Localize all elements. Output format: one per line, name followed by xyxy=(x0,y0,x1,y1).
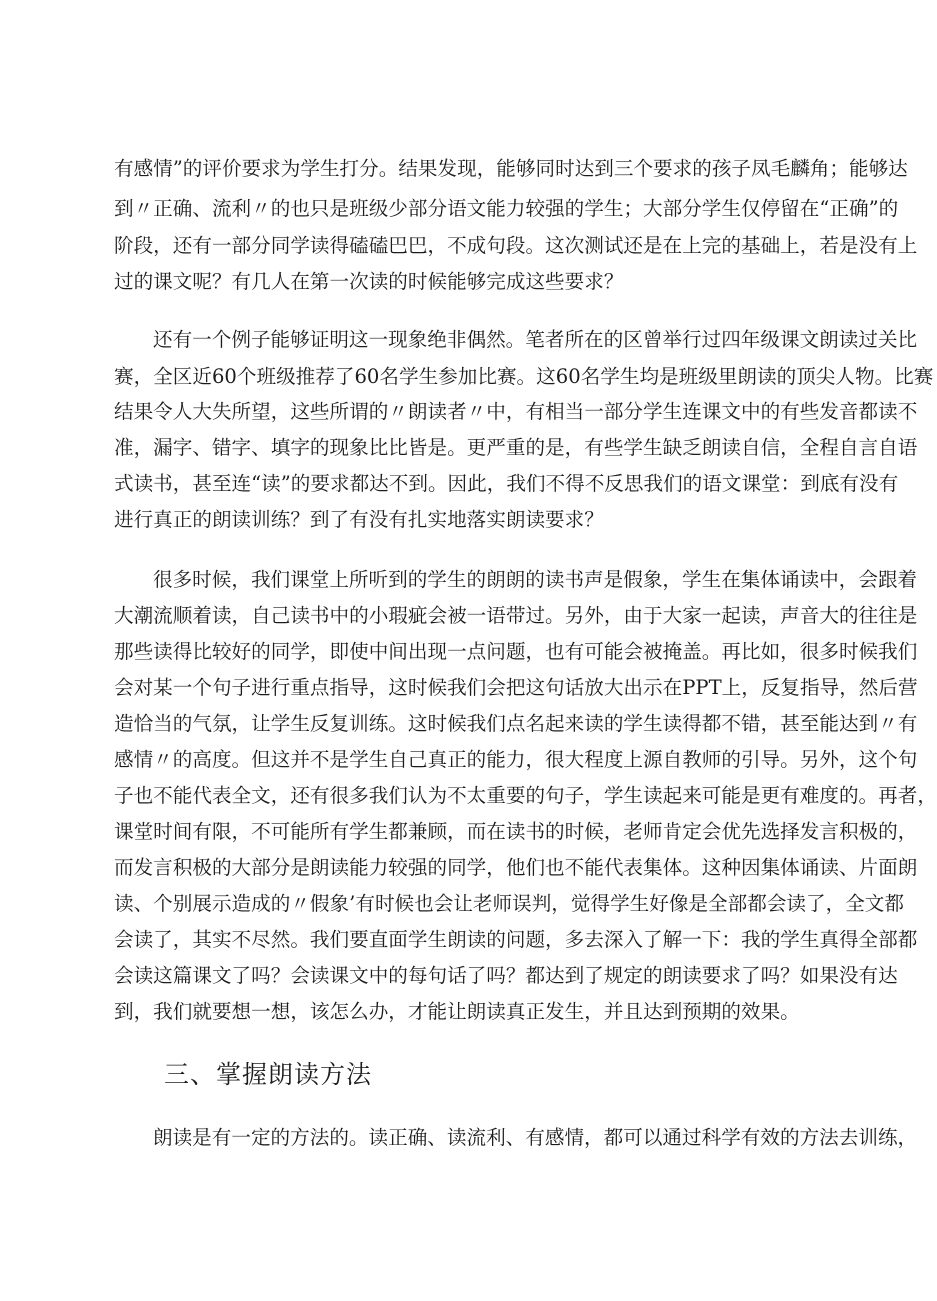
paragraph-line: 式读书，甚至连“读”的要求都达不到。因此，我们不得不反思我们的语文课堂：到底有没有 xyxy=(114,472,899,495)
paragraph-line: 到〃正确、流利〃的也只是班级少部分语文能力较强的学生；大部分学生仅停留在“正确”的 xyxy=(114,197,899,220)
paragraph-line: 过的课文呢？有几人在第一次读的时候能够完成这些要求？ xyxy=(114,270,624,293)
paragraph-line: 感情〃的高度。但这并不是学生自己真正的能力，很大程度上源自教师的引导。另外，这个句 xyxy=(114,748,918,771)
paragraph-line: 准，漏字、错字、填字的现象比比皆是。更严重的是，有些学生缺乏朗读自信，全程自言自语 xyxy=(114,436,918,459)
paragraph-line: 赛，全区近60个班级推荐了60名学生参加比赛。这60名学生均是班级里朗读的顶尖人物。比赛 xyxy=(114,365,934,388)
paragraph-line: 朗读是有一定的方法的。读正确、读流利、有感情，都可以通过科学有效的方法去训练， xyxy=(153,1126,918,1149)
paragraph-line: 结果令人大失所望，这些所谓的〃朗读者〃中，有相当一部分学生连课文中的有些发音都读不 xyxy=(114,400,918,423)
section-heading: 三、掌握朗读方法 xyxy=(164,1060,373,1089)
paragraph-line: 那些读得比较好的同学，即使中间出现一点问题，也有可能会被掩盖。再比如，很多时候我们 xyxy=(114,640,918,663)
paragraph-line: 课堂时间有限，不可能所有学生都兼顾，而在读书的时候，老师肯定会优先选择发言积极的， xyxy=(114,820,918,843)
paragraph-line: 很多时候，我们课堂上所听到的学生的朗朗的读书声是假象，学生在集体诵读中，会跟着 xyxy=(153,568,918,591)
paragraph-line: 到，我们就要想一想，该怎么办，才能让朗读真正发生，并且达到预期的效果。 xyxy=(114,1000,800,1023)
paragraph-line: 造恰当的气氛，让学生反复训练。这时候我们点名起来读的学生读得都不错，甚至能达到〃有 xyxy=(114,712,918,735)
paragraph-line: 会读了，其实不尽然。我们要直面学生朗读的问题，多去深入了解一下：我的学生真得全部都 xyxy=(114,928,918,951)
paragraph-line: 会读这篇课文了吗？会读课文中的每句话了吗？都达到了规定的朗读要求了吗？如果没有达 xyxy=(114,964,898,987)
paragraph-line: 还有一个例子能够证明这一现象绝非偶然。笔者所在的区曾举行过四年级课文朗读过关比 xyxy=(153,328,918,351)
paragraph-line: 进行真正的朗读训练？到了有没有扎实地落实朗读要求？ xyxy=(114,508,604,531)
paragraph-line: 大潮流顺着读，自己读书中的小瑕疵会被一语带过。另外，由于大家一起读，声音大的往往是 xyxy=(114,604,918,627)
paragraph-line: 会对某一个句子进行重点指导，这时候我们会把这句话放大出示在PPT上，反复指导，然后营 xyxy=(114,676,918,699)
paragraph-line: 子也不能代表全文，还有很多我们认为不太重要的句子，学生读起来可能是更有难度的。再者， xyxy=(114,784,937,807)
paragraph-line: 有感情”的评价要求为学生打分。结果发现，能够同时达到三个要求的孩子凤毛麟角；能够达 xyxy=(114,157,908,180)
paragraph-line: 而发言积极的大部分是朗读能力较强的同学，他们也不能代表集体。这种因集体诵读、片面朗 xyxy=(114,856,918,879)
paragraph-line: 读、个别展示造成的〃假象’有时候也会让老师误判，觉得学生好像是全部都会读了，全文都 xyxy=(114,892,904,915)
paragraph-line: 阶段，还有一部分同学读得磕磕巴巴，不成句段。这次测试还是在上完的基础上，若是没有上 xyxy=(114,234,918,257)
